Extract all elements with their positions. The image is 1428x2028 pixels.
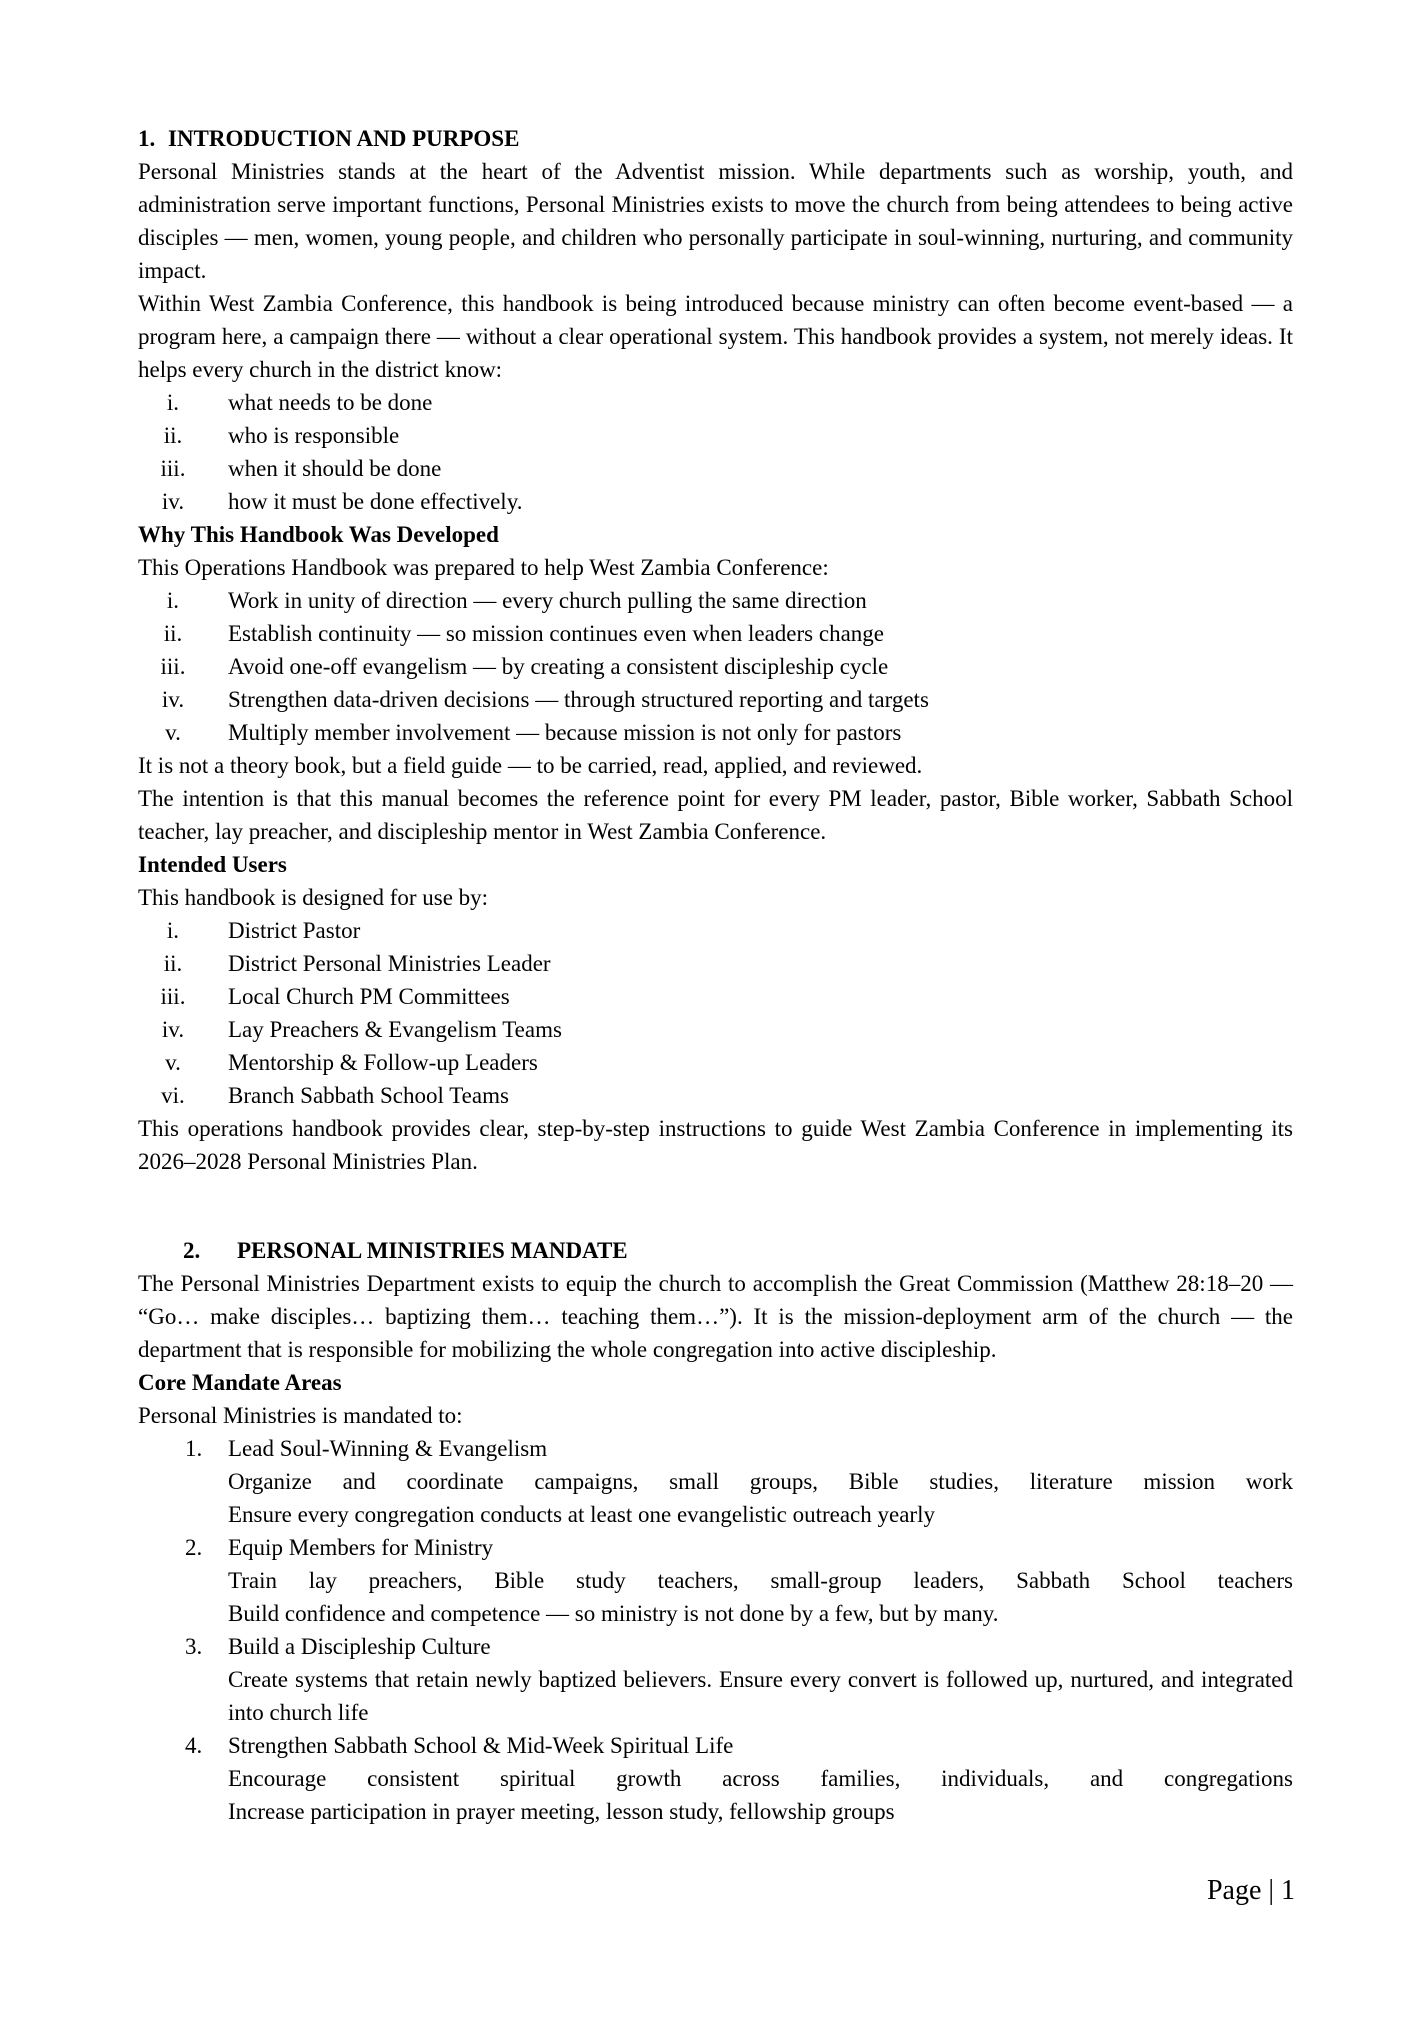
list-text: District Personal Ministries Leader bbox=[228, 951, 551, 976]
list-item bbox=[138, 452, 1293, 485]
mandate-detail-line: Increase participation in prayer meeting, lesson study, fellowship groups bbox=[228, 1799, 895, 1824]
list-marker: i. bbox=[166, 390, 180, 415]
mandate-detail-line: Encourage consistent spiritual growth across families, individuals, and congregations bbox=[228, 1766, 1293, 1791]
paragraph-mandate: The Personal Ministries Department exists to equip the church to accomplish the Great Commission (Matthew 28:18–20 — “Go… make disciples… baptizing them… teaching them…”). It is the mission-deployment arm of the church — the department that is responsible for mobilizing the whole congregation into active discipleship. bbox=[138, 1271, 1293, 1362]
mandate-title: Strengthen Sabbath School & Mid-Week Spiritual Life bbox=[228, 1733, 734, 1758]
paragraph-field-guide: It is not a theory book, but a field guide — to be carried, read, applied, and reviewed. bbox=[138, 753, 923, 778]
mandate-detail-line: Build confidence and competence — so ministry is not done by a few, but by many. bbox=[228, 1601, 999, 1626]
paragraph-implementing-plan: This operations handbook provides clear, step-by-step instructions to guide West Zambia Conference in implementing its 2026–2028 Personal Ministries Plan. bbox=[138, 1116, 1293, 1174]
mandate-title: Equip Members for Ministry bbox=[228, 1535, 494, 1560]
list-text: Local Church PM Committees bbox=[228, 984, 510, 1009]
list-text: how it must be done effectively. bbox=[228, 489, 523, 514]
mandate-detail-line: Train lay preachers, Bible study teachers, small-group leaders, Sabbath School teachers bbox=[228, 1568, 1293, 1593]
why-handbook-heading: Why This Handbook Was Developed bbox=[138, 522, 499, 547]
list-item bbox=[138, 485, 1293, 518]
why-list bbox=[138, 584, 1293, 749]
list-marker: iii. bbox=[160, 654, 186, 679]
mandate-title-row bbox=[138, 1630, 1293, 1663]
list-item bbox=[138, 683, 1293, 716]
section2-title: PERSONAL MINISTRIES MANDATE bbox=[237, 1238, 628, 1263]
list-marker: iv. bbox=[161, 489, 185, 514]
list-item bbox=[138, 1046, 1293, 1079]
list-text: when it should be done bbox=[228, 456, 442, 481]
list-marker: ii. bbox=[163, 951, 183, 976]
mandate-number: 4. bbox=[185, 1733, 203, 1758]
list-text: District Pastor bbox=[228, 918, 361, 943]
list-text: Work in unity of direction — every church pulling the same direction bbox=[228, 588, 867, 613]
mandate-number: 1. bbox=[185, 1436, 203, 1461]
users-list bbox=[138, 914, 1293, 1112]
list-item bbox=[138, 1079, 1293, 1112]
list-text: what needs to be done bbox=[228, 390, 433, 415]
paragraph-intro-1: Personal Ministries stands at the heart of the Adventist mission. While departments such as worship, youth, and administration serve important functions, Personal Ministries exists to move the church from being attendees to being active disciples — men, women, young people, and children who personally participate in soul-winning, nurturing, and community impact. bbox=[138, 159, 1293, 283]
know-list bbox=[138, 386, 1293, 518]
section1-title: INTRODUCTION AND PURPOSE bbox=[168, 126, 520, 151]
mandate-number: 2. bbox=[185, 1535, 203, 1560]
mandate-item bbox=[138, 1531, 1293, 1630]
core-mandate-heading: Core Mandate Areas bbox=[138, 1370, 342, 1395]
list-item bbox=[138, 419, 1293, 452]
list-item bbox=[138, 980, 1293, 1013]
blank-line bbox=[138, 1178, 1293, 1234]
mandate-item bbox=[138, 1432, 1293, 1531]
list-marker: ii. bbox=[163, 621, 183, 646]
list-marker: iv. bbox=[161, 687, 185, 712]
list-item bbox=[138, 1013, 1293, 1046]
list-marker: iii. bbox=[160, 456, 186, 481]
paragraph-intention: The intention is that this manual becomes the reference point for every PM leader, pastor, Bible worker, Sabbath School teacher, lay preacher, and discipleship mentor in West Zambia Conference. bbox=[138, 786, 1293, 844]
section1-number: 1. bbox=[138, 126, 156, 151]
list-marker: v. bbox=[165, 1050, 181, 1075]
paragraph-intro-2: Within West Zambia Conference, this handbook is being introduced because ministry can often become event-based — a program here, a campaign there — without a clear operational system. This handbook provides a system, not merely ideas. It helps every church in the district know: bbox=[138, 291, 1293, 382]
list-text: Multiply member involvement — because mission is not only for pastors bbox=[228, 720, 902, 745]
section1-heading bbox=[138, 122, 1293, 155]
list-marker: iii. bbox=[160, 984, 186, 1009]
list-marker: vi. bbox=[161, 1083, 185, 1108]
mandate-title-row bbox=[138, 1531, 1293, 1564]
list-text: Lay Preachers & Evangelism Teams bbox=[228, 1017, 562, 1042]
list-item bbox=[138, 914, 1293, 947]
list-marker: i. bbox=[166, 588, 180, 613]
core-mandate-intro: Personal Ministries is mandated to: bbox=[138, 1403, 463, 1428]
list-item bbox=[138, 650, 1293, 683]
mandate-title-row bbox=[138, 1729, 1293, 1762]
list-item bbox=[138, 386, 1293, 419]
mandates-list bbox=[138, 1432, 1293, 1828]
intended-users-intro: This handbook is designed for use by: bbox=[138, 885, 489, 910]
list-marker: v. bbox=[165, 720, 181, 745]
document-body bbox=[138, 122, 1293, 1828]
mandate-title: Build a Discipleship Culture bbox=[228, 1634, 491, 1659]
mandate-number: 3. bbox=[185, 1634, 203, 1659]
section2-number: 2. bbox=[183, 1238, 201, 1263]
page-number-footer: Page | 1 bbox=[1206, 1875, 1295, 1906]
list-marker: i. bbox=[166, 918, 180, 943]
list-marker: ii. bbox=[163, 423, 183, 448]
list-item bbox=[138, 584, 1293, 617]
mandate-title-row bbox=[138, 1432, 1293, 1465]
list-item bbox=[138, 716, 1293, 749]
intended-users-heading: Intended Users bbox=[138, 852, 287, 877]
mandate-item bbox=[138, 1630, 1293, 1729]
mandate-detail-line: Organize and coordinate campaigns, small groups, Bible studies, literature mission work bbox=[228, 1469, 1293, 1494]
list-text: Establish continuity — so mission continues even when leaders change bbox=[228, 621, 885, 646]
list-text: Avoid one-off evangelism — by creating a consistent discipleship cycle bbox=[228, 654, 889, 679]
section2-heading bbox=[138, 1234, 1293, 1267]
list-marker: iv. bbox=[161, 1017, 185, 1042]
mandate-item bbox=[138, 1729, 1293, 1828]
mandate-title: Lead Soul-Winning & Evangelism bbox=[228, 1436, 548, 1461]
list-text: Mentorship & Follow-up Leaders bbox=[228, 1050, 538, 1075]
list-text: who is responsible bbox=[228, 423, 400, 448]
mandate-detail-line: Ensure every congregation conducts at least one evangelistic outreach yearly bbox=[228, 1502, 935, 1527]
list-text: Branch Sabbath School Teams bbox=[228, 1083, 509, 1108]
list-text: Strengthen data-driven decisions — through structured reporting and targets bbox=[228, 687, 929, 712]
list-item bbox=[138, 617, 1293, 650]
why-handbook-intro: This Operations Handbook was prepared to help West Zambia Conference: bbox=[138, 555, 829, 580]
list-item bbox=[138, 947, 1293, 980]
mandate-detail-line: Create systems that retain newly baptized believers. Ensure every convert is followed up, nurtured, and integrated into church life bbox=[228, 1667, 1293, 1725]
